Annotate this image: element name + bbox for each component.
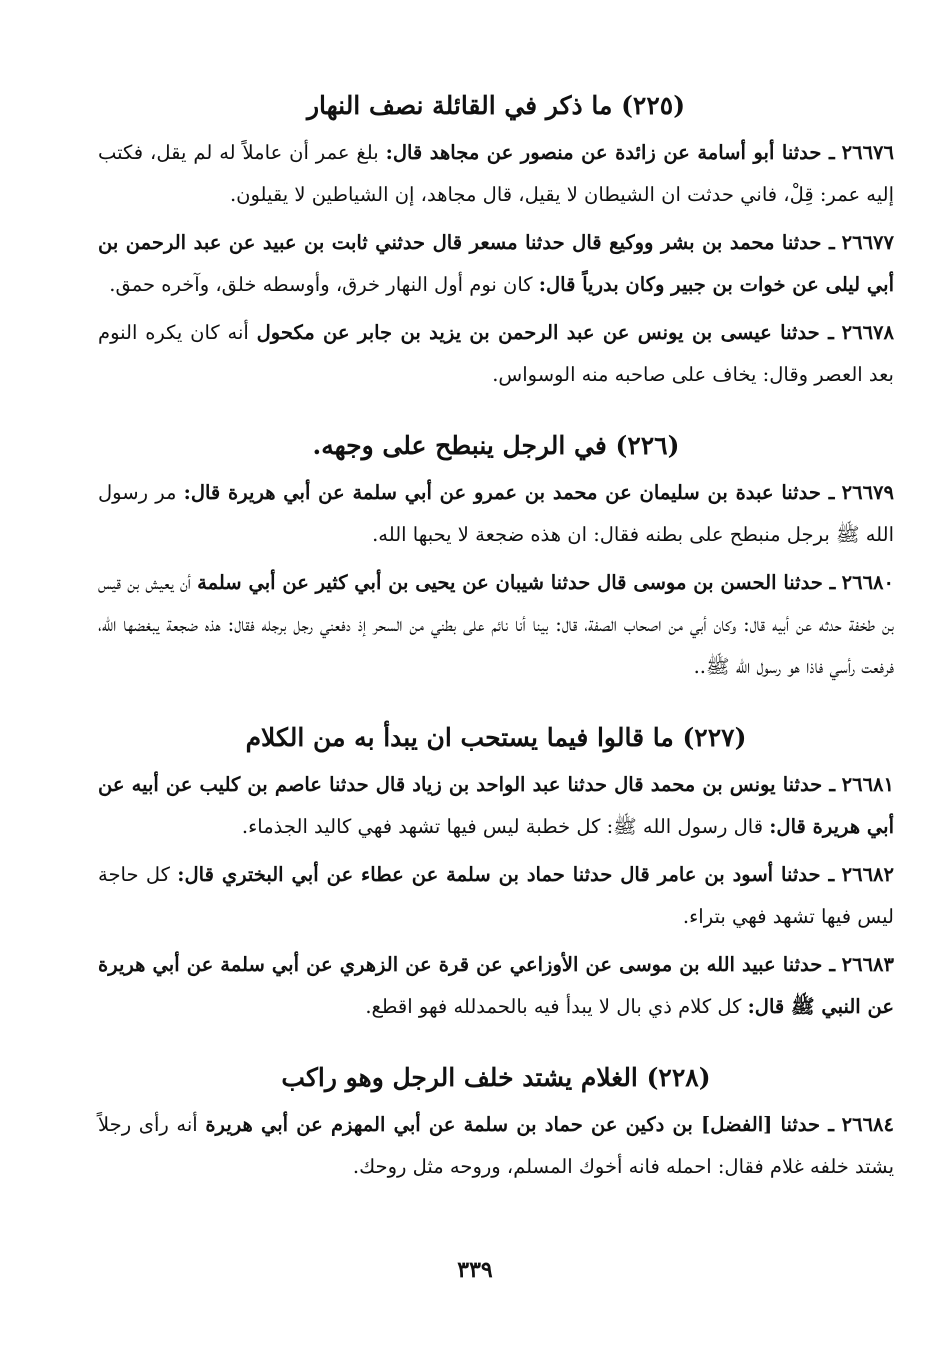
hadith-entry [98, 472, 894, 556]
hadith-number: ٢٦٦٨٠ [841, 571, 894, 594]
page-number: ٣٣٩ [457, 1257, 493, 1283]
hadith-text: أنه رأى رجلاً يشتد خلفه غلام فقال: احمله فانه أخوك المسلم، وروحه مثل روحك. [98, 1113, 894, 1178]
hadith-number: ٢٦٦٧٧ [841, 231, 895, 254]
hadith-chain: ـ حدثنا أسود بن عامر قال حدثنا حماد بن سلمة عن عطاء عن أبي البختري قال: [177, 863, 835, 886]
hadith-text: أنه كان يكره النوم بعد العصر وقال: يخاف على صاحبه منه الوسواس. [98, 321, 894, 386]
hadith-text: أن يعيش بن قيس بن طخفة حدثه عن أبيه قال: وكان أبي من اصحاب الصفة، قال: بينا أنا نائم على بطني من السحر إذ دفعني رجل برجله فقال: هذه ضجعة يبغضها الله، فرفعت رأسي فاذا هو رسول الله ﷺ.. [98, 571, 894, 678]
hadith-chain: ـ حدثنا الحسن بن موسى قال حدثنا شيبان عن يحيى بن أبي كثير عن أبي سلمة [197, 571, 836, 594]
hadith-number: ٢٦٦٧٨ [841, 321, 895, 344]
hadith-text: كان نوم أول النهار خرق، وأوسطه خلق، وآخره حمق. [109, 273, 539, 296]
section-heading: (٢٢٥) ما ذكر في القائلة نصف النهار [306, 91, 686, 120]
section-heading: (٢٢٨) الغلام يشتد خلف الرجل وهو راكب [281, 1063, 711, 1092]
hadith-chain: ـ حدثنا يونس بن محمد قال حدثنا عبد الواحد بن زياد قال حدثنا عاصم بن كليب عن أبيه عن أبي هريرة قال: [98, 773, 894, 838]
hadith-chain: ـ حدثنا أبو أسامة عن زائدة عن منصور عن مجاهد قال: [385, 141, 835, 164]
section-heading: (٢٢٦) في الرجل ينبطح على وجهه. [312, 431, 680, 460]
hadith-number: ٢٦٦٨٤ [841, 1113, 895, 1136]
hadith-chain: ـ حدثنا محمد بن بشر ووكيع قال حدثنا مسعر قال حدثني ثابت بن عبيد عن عبد الرحمن بن أبي ليلى عن خوات بن جبير وكان بدرياً قال: [98, 231, 894, 296]
hadith-entry [98, 562, 894, 688]
hadith-number: ٢٦٦٧٩ [841, 481, 894, 504]
section-heading: (٢٢٧) ما قالوا فيما يستحب ان يبدأ به من الكلام [245, 723, 747, 752]
hadith-chain: ـ حدثنا [الفضل] بن دكين عن حماد بن سلمة عن أبي المهزم عن أبي هريرة [205, 1113, 835, 1136]
hadith-text: قال رسول الله ﷺ: كل خطبة ليس فيها تشهد فهي كاليد الجذماء. [241, 815, 770, 838]
hadith-entry [98, 854, 894, 938]
hadith-entry [98, 944, 894, 1028]
hadith-chain: ـ حدثنا عبدة بن سليمان عن محمد بن عمرو عن أبي سلمة عن أبي هريرة قال: [183, 481, 835, 504]
hadith-entry [98, 764, 894, 848]
hadith-number: ٢٦٦٨٢ [841, 863, 895, 886]
hadith-text: كل كلام ذي بال لا يبدأ فيه بالحمدلله فهو اقطع. [365, 995, 748, 1018]
hadith-number: ٢٦٦٧٦ [841, 141, 895, 164]
hadith-number: ٢٦٦٨١ [841, 773, 895, 796]
hadith-text: بلغ عمر أن عاملاً له لم يقل، فكتب إليه عمر: قِلْ، فاني حدثت ان الشيطان لا يقيل، قال مجاهد، إن الشياطين لا يقيلون. [98, 141, 894, 206]
hadith-entry [98, 222, 894, 306]
hadith-text: مر رسول الله ﷺ برجل منبطح على بطنه فقال: ان هذه ضجعة لا يحبها الله. [98, 481, 894, 546]
hadith-entry [98, 132, 894, 216]
hadith-entry [98, 1104, 894, 1188]
hadith-chain: ـ حدثنا عبيد الله بن موسى عن الأوزاعي عن قرة عن الزهري عن أبي سلمة عن أبي هريرة عن النبي ﷺ قال: [98, 953, 894, 1018]
hadith-number: ٢٦٦٨٣ [841, 953, 895, 976]
hadith-entry [98, 312, 894, 396]
hadith-chain: ـ حدثنا عيسى بن يونس عن عبد الرحمن بن يزيد بن جابر عن مكحول [256, 321, 834, 344]
hadith-text: كل حاجة ليس فيها تشهد فهي بتراء. [98, 863, 894, 928]
